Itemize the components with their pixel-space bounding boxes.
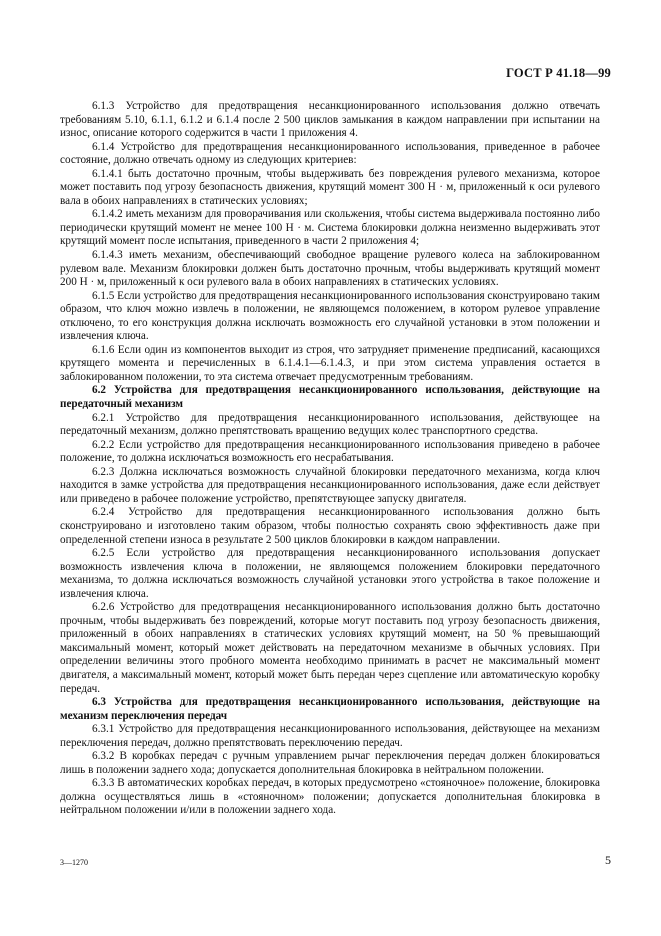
print-code: 3—1270 bbox=[60, 858, 88, 867]
standard-header: ГОСТ Р 41.18—99 bbox=[506, 66, 611, 80]
clause-6-1-3: 6.1.3 Устройство для предотвращения несанкционированного использования должно отвечать требованиям 5.10, 6.1.1, 6.1.2 и 6.1.4 после 2 500 циклов замыкания в каждом направлении при испытании на износ, описание которого содержится в части 1 приложения 4. bbox=[60, 100, 600, 140]
clause-6-1-6: 6.1.6 Если один из компонентов выходит из строя, что затрудняет применение предписаний, касающихся крутящего момента и перечисленных в 6.1.4.1—6.1.4.3, и при этом система управления остается в заблокированном положении, то эта система отвечает предусмотренным требованиям. bbox=[60, 343, 600, 383]
clause-6-1-4-2: 6.1.4.2 иметь механизм для проворачивания или скольжения, чтобы система выдерживала постоянно либо периодически крутящий момент не менее 100 Н · м. Система блокировки должна неизменно выдерживать этот крутящий момент после испытания, приведенного в части 2 приложения 4; bbox=[60, 208, 600, 248]
clause-6-2-4: 6.2.4 Устройство для предотвращения несанкционированного использования должно быть сконструировано и изготовлено таким образом, чтобы полностью сохранять свою эффективность даже при определенной степени износа в результате 2 500 циклов блокировки в каждом направлении. bbox=[60, 506, 600, 546]
page-number: 5 bbox=[605, 853, 611, 867]
clause-6-2-6: 6.2.6 Устройство для предотвращения несанкционированного использования должно быть достаточно прочным, чтобы выдерживать без повреждений, которые могут поставить под угрозу безопасность движения, приложенный в обоих направлениях в статических условиях крутящий момент, на 50 % превышающий максимальный момент, который может действовать на передаточном механизме в обычных условиях. При определении величины этого пробного момента необходимо принимать в расчет не максимальный момент двигателя, а максимальный момент, который может быть передан через сцепление или автоматическую коробку передач. bbox=[60, 601, 600, 695]
clause-6-3-2: 6.3.2 В коробках передач с ручным управлением рычаг переключения передач должен блокироваться лишь в положении заднего хода; допускается дополнительная блокировка в нейтральном положении. bbox=[60, 750, 600, 776]
clause-6-2-2: 6.2.2 Если устройство для предотвращения несанкционированного использования приведено в рабочее положение, то должна исключаться возможность его несрабатывания. bbox=[60, 438, 600, 465]
body-text bbox=[60, 100, 600, 818]
clause-6-2-3: 6.2.3 Должна исключаться возможность случайной блокировки передаточного механизма, когда ключ находится в замке устройства для предотвращения несанкционированного использования, даже если действует или приведено в рабочее положение устройство, препятствующее запуску двигателя. bbox=[60, 465, 600, 505]
clause-6-2-1: 6.2.1 Устройство для предотвращения несанкционированного использования, действующее на передаточный механизм, должно препятствовать вращению ведущих колес транспортного средства. bbox=[60, 411, 600, 438]
section-heading-6-2: 6.2 Устройства для предотвращения несанкционированного использования, действующие на передаточный механизм bbox=[60, 384, 600, 411]
clause-6-3-1: 6.3.1 Устройство для предотвращения несанкционированного использования, действующее на механизм переключения передач, должно препятствовать переключению передач. bbox=[60, 723, 600, 749]
clause-6-1-4-1: 6.1.4.1 быть достаточно прочным, чтобы выдерживать без повреждения рулевого механизма, которое может поставить под угрозу безопасность движения, крутящий момент 300 Н · м, приложенный к оси рулевого вала в обоих направлениях в статических условиях; bbox=[60, 167, 600, 207]
section-heading-6-3: 6.3 Устройства для предотвращения несанкционированного использования, действующие на механизм переключения передач bbox=[60, 696, 600, 722]
clause-6-3-3: 6.3.3 В автоматических коробках передач, в которых предусмотрено «стояночное» положение, блокировка должна осуществляться лишь в «стояночном» положении; допускается дополнительная блокировка в нейтральном положении и/или в положении заднего хода. bbox=[60, 777, 600, 817]
clause-6-1-4: 6.1.4 Устройство для предотвращения несанкционированного использования, приведенное в рабочее состояние, должно отвечать одному из следующих критериев: bbox=[60, 140, 600, 167]
clause-6-1-4-3: 6.1.4.3 иметь механизм, обеспечивающий свободное вращение рулевого колеса на заблокированном рулевом вале. Механизм блокировки должен быть достаточно прочным, чтобы выдерживать крутящий момент 200 Н · м, приложенный к оси рулевого вала в обоих направлениях в статических условиях. bbox=[60, 249, 600, 289]
clause-6-1-5: 6.1.5 Если устройство для предотвращения несанкционированного использования сконструировано таким образом, что ключ можно извлечь в положении, не являющемся положением, в котором рулевое управление отключено, то его конструкция должна исключать возможность его случайной установки в этом положении и извлечения ключа. bbox=[60, 289, 600, 343]
clause-6-2-5: 6.2.5 Если устройство для предотвращения несанкционированного использования допускает возможность извлечения ключа в положении, не являющемся положением блокировки передаточного механизма, то должна исключаться возможность случайной установки этого устройства в такое положение и извлечения ключа. bbox=[60, 547, 600, 600]
